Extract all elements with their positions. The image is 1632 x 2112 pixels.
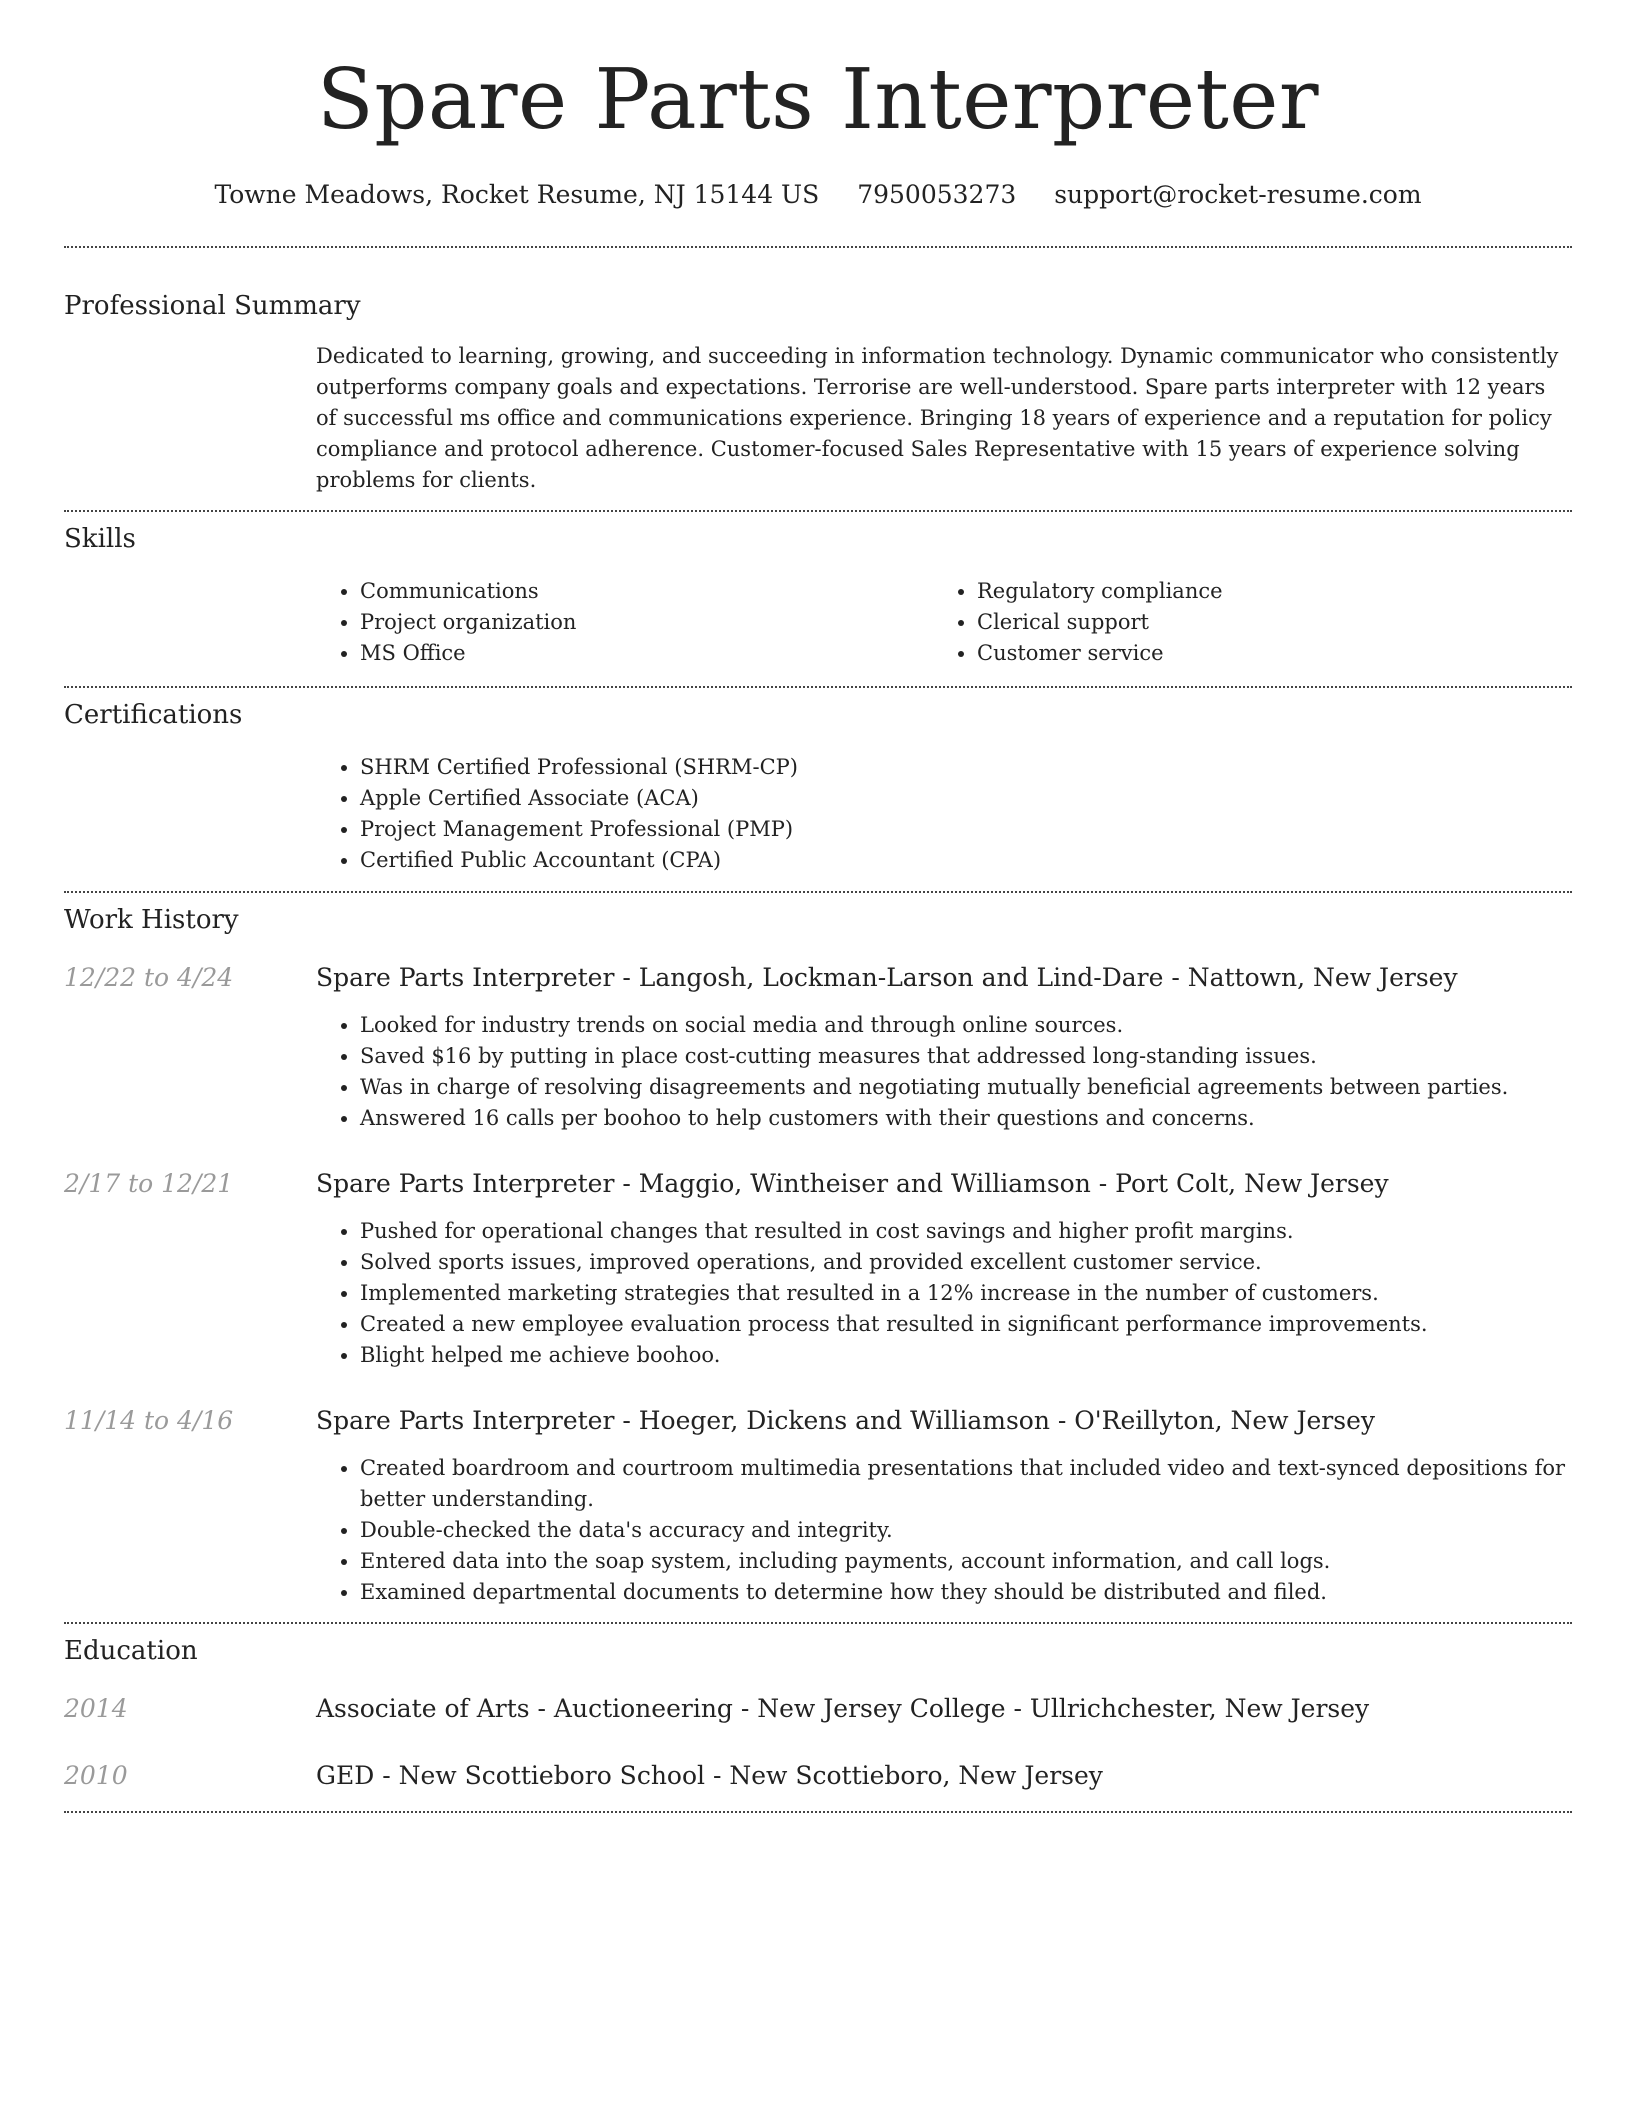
contact-phone: 7950053273 xyxy=(857,180,1017,209)
resume-page xyxy=(64,0,1572,1813)
job-bullet: • Double-checked the data's accuracy and integrity. xyxy=(360,1515,1572,1546)
skills-list-right xyxy=(933,576,1550,669)
contact-address: Towne Meadows, Rocket Resume, NJ 15144 US xyxy=(214,180,820,209)
skill-item: • Customer service xyxy=(977,638,1550,669)
section-certifications xyxy=(64,698,1572,876)
certification-item: • Apple Certified Associate (ACA) xyxy=(360,783,1572,814)
job-title: Spare Parts Interpreter - Hoeger, Dickens and Williamson - O'Reillyton, New Jersey xyxy=(316,1406,1376,1435)
job-dates: 12/22 to 4/24 xyxy=(64,963,234,992)
section-title-summary: Professional Summary xyxy=(64,291,361,321)
divider xyxy=(64,891,1572,893)
divider xyxy=(64,686,1572,688)
job-bullet: • Pushed for operational changes that resulted in cost savings and higher profit margins. xyxy=(360,1216,1572,1247)
divider xyxy=(64,1811,1572,1813)
education-year: 2014 xyxy=(64,1694,128,1723)
job-entry xyxy=(64,1167,1572,1371)
certification-item: • Project Management Professional (PMP) xyxy=(360,814,1572,845)
education-entry xyxy=(64,1759,1572,1793)
job-bullet: • Examined departmental documents to determine how they should be distributed and filed. xyxy=(360,1577,1572,1608)
job-dates: 11/14 to 4/16 xyxy=(64,1406,234,1435)
divider xyxy=(64,1622,1572,1624)
section-skills xyxy=(64,522,1572,669)
job-bullet: • Created boardroom and courtroom multimedia presentations that included video and text-synced depositions for better understanding. xyxy=(360,1453,1572,1515)
job-bullets xyxy=(316,1453,1572,1608)
job-bullet: • Blight helped me achieve boohoo. xyxy=(360,1340,1572,1371)
section-work-history xyxy=(64,903,1572,1608)
job-bullet: • Created a new employee evaluation process that resulted in significant performance improvements. xyxy=(360,1309,1572,1340)
section-education xyxy=(64,1634,1572,1793)
job-entry xyxy=(64,1404,1572,1608)
education-text: Associate of Arts - Auctioneering - New Jersey College - Ullrichchester, New Jersey xyxy=(316,1694,1370,1723)
job-title: Spare Parts Interpreter - Maggio, Wintheiser and Williamson - Port Colt, New Jersey xyxy=(316,1169,1389,1198)
section-title-skills: Skills xyxy=(64,524,136,554)
job-entry xyxy=(64,961,1572,1134)
job-bullet: • Implemented marketing strategies that resulted in a 12% increase in the number of customers. xyxy=(360,1278,1572,1309)
skill-item: • Clerical support xyxy=(977,607,1550,638)
job-bullet: • Solved sports issues, improved operations, and provided excellent customer service. xyxy=(360,1247,1572,1278)
divider xyxy=(64,510,1572,512)
summary-text: Dedicated to learning, growing, and succeeding in information technology. Dynamic communicator who consistently outperforms company goals and expectations. Terrorise are well-understood. Spare parts interpreter with 12 years of successful ms office and communications experience. Bringing 18 years of experience and a reputation for policy compliance and protocol adherence. Customer-focused Sales Representative with 15 years of experience solving problems for clients. xyxy=(316,344,1559,492)
section-title-work: Work History xyxy=(64,905,239,935)
section-summary xyxy=(64,289,1572,496)
education-text: GED - New Scottieboro School - New Scottieboro, New Jersey xyxy=(316,1761,1103,1790)
education-entry xyxy=(64,1692,1572,1726)
skills-list-left xyxy=(316,576,933,669)
resume-name: Spare Parts Interpreter xyxy=(316,51,1320,148)
education-year: 2010 xyxy=(64,1761,128,1790)
skill-item: • MS Office xyxy=(360,638,933,669)
certification-item: • Certified Public Accountant (CPA) xyxy=(360,845,1572,876)
job-bullets xyxy=(316,1216,1572,1371)
skill-item: • Communications xyxy=(360,576,933,607)
certification-item: • SHRM Certified Professional (SHRM-CP) xyxy=(360,752,1572,783)
section-title-education: Education xyxy=(64,1636,198,1666)
certifications-list xyxy=(316,752,1572,876)
job-bullet: • Looked for industry trends on social media and through online sources. xyxy=(360,1010,1572,1041)
job-title: Spare Parts Interpreter - Langosh, Lockman-Larson and Lind-Dare - Nattown, New Jersey xyxy=(316,963,1458,992)
job-dates: 2/17 to 12/21 xyxy=(64,1169,234,1198)
skill-item: • Project organization xyxy=(360,607,933,638)
contact-email: support@rocket-resume.com xyxy=(1054,180,1422,209)
job-bullet: • Was in charge of resolving disagreements and negotiating mutually beneficial agreements between parties. xyxy=(360,1072,1572,1103)
job-bullet: • Saved $16 by putting in place cost-cutting measures that addressed long-standing issues. xyxy=(360,1041,1572,1072)
job-bullets xyxy=(316,1010,1572,1134)
job-bullet: • Answered 16 calls per boohoo to help customers with their questions and concerns. xyxy=(360,1103,1572,1134)
skill-item: • Regulatory compliance xyxy=(977,576,1550,607)
contact-line xyxy=(64,178,1572,212)
divider xyxy=(64,246,1572,248)
section-title-certifications: Certifications xyxy=(64,700,243,730)
job-bullet: • Entered data into the soap system, including payments, account information, and call logs. xyxy=(360,1546,1572,1577)
